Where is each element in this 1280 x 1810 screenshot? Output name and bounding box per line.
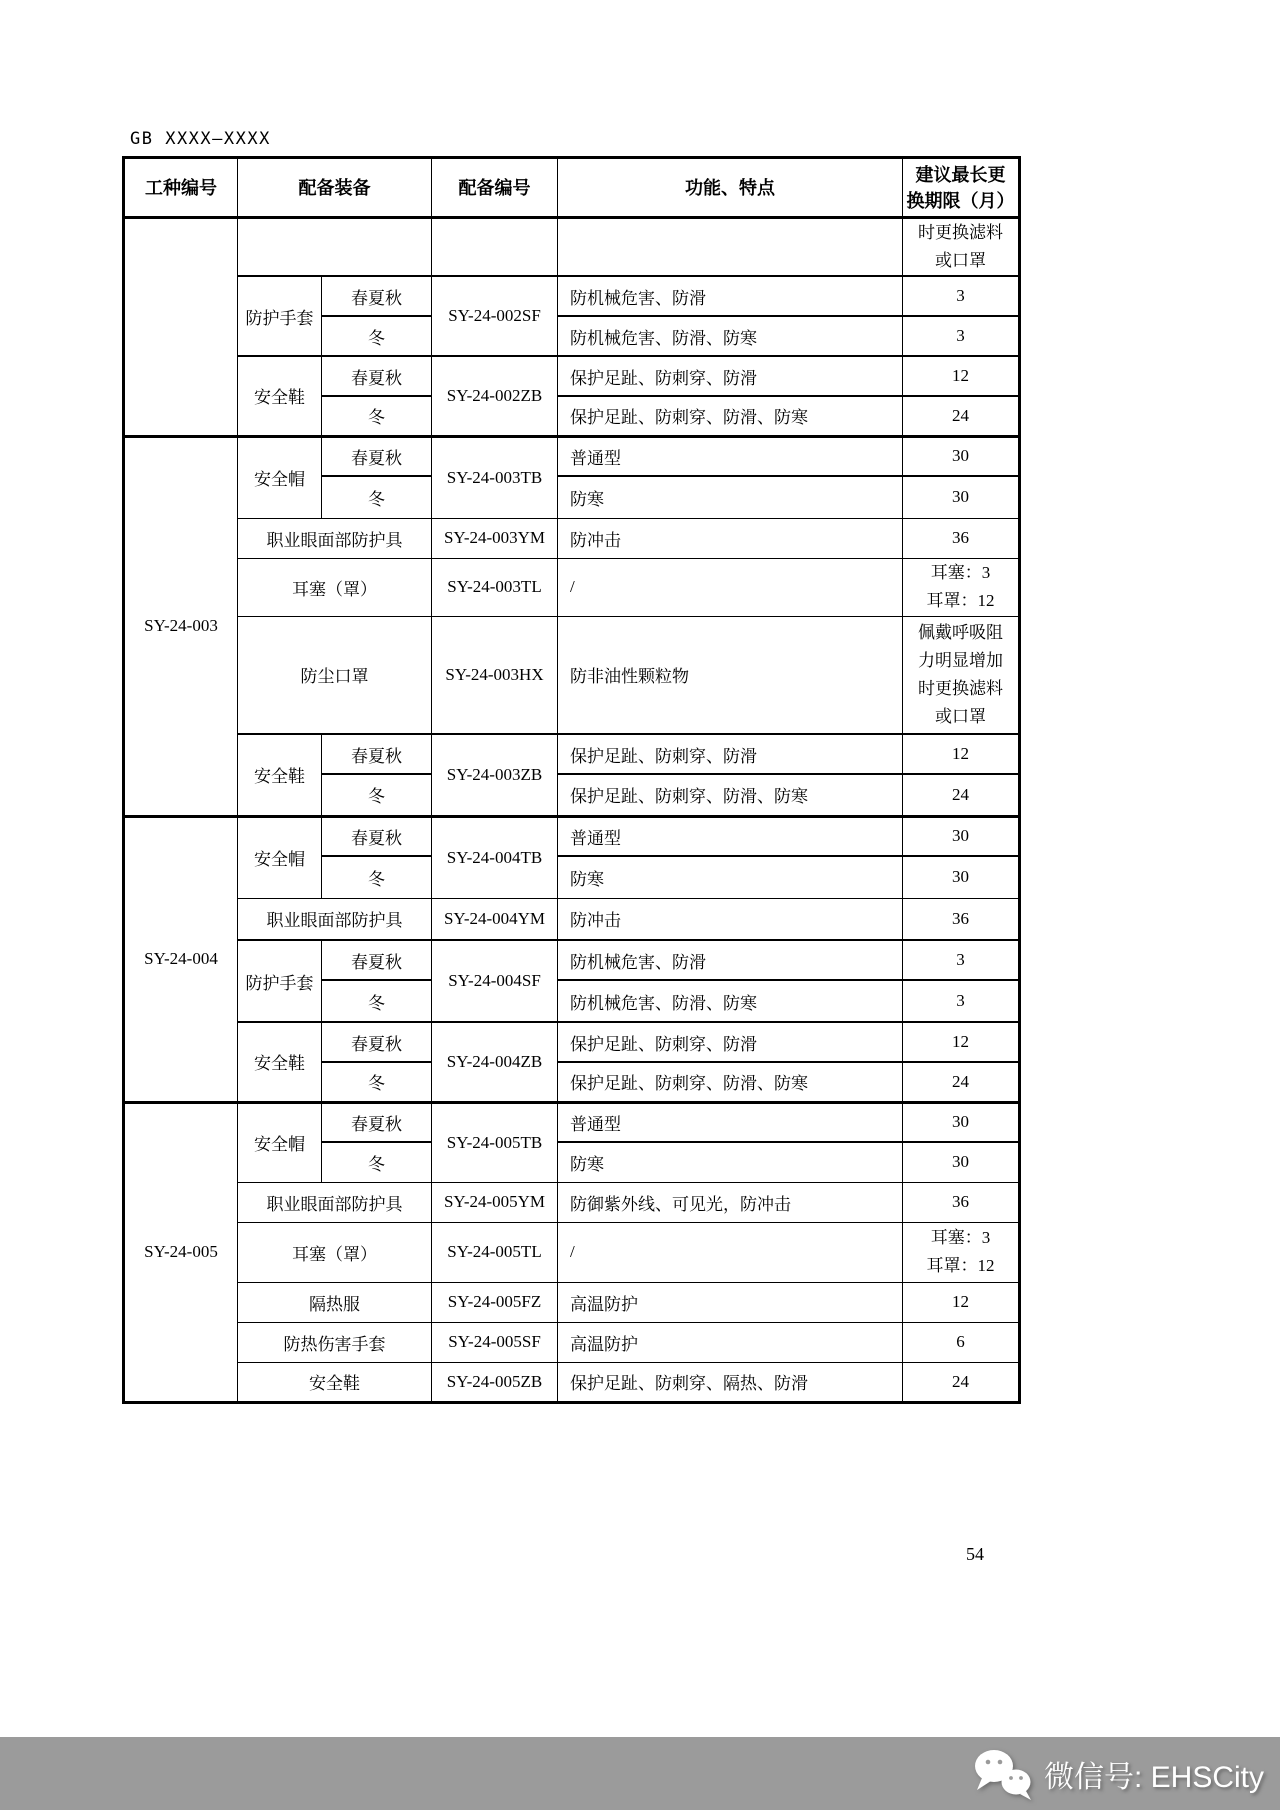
table-row	[124, 1222, 1020, 1282]
period-line: 耳罩：12	[926, 591, 995, 610]
function-cell: 普通型	[558, 1102, 903, 1142]
table-row	[124, 616, 1020, 734]
period-cell: 30	[903, 476, 1020, 518]
header-function: 功能、特点	[558, 158, 903, 218]
header-code: 配备编号	[432, 158, 558, 218]
period-cell: 24	[903, 1062, 1020, 1102]
table-header-row	[124, 158, 1020, 218]
code-cell: SY-24-003TL	[432, 558, 558, 616]
code-cell: SY-24-005YM	[432, 1182, 558, 1222]
equipment-cell: 安全鞋	[238, 1362, 432, 1402]
season-cell: 冬	[322, 1142, 432, 1182]
period-cell: 3	[903, 980, 1020, 1022]
season-cell: 冬	[322, 774, 432, 816]
header-equipment: 配备装备	[238, 158, 432, 218]
period-cell: 3	[903, 940, 1020, 980]
equipment-cell: 职业眼面部防护具	[238, 518, 432, 558]
function-cell: 高温防护	[558, 1282, 903, 1322]
code-cell: SY-24-003TB	[432, 436, 558, 518]
period-cell: 36	[903, 898, 1020, 940]
table-row	[124, 1102, 1020, 1142]
code-cell: SY-24-005TB	[432, 1102, 558, 1182]
code-cell: SY-24-003HX	[432, 616, 558, 734]
period-cell: 30	[903, 816, 1020, 856]
period-cell	[903, 1222, 1020, 1282]
season-cell: 春夏秋	[322, 816, 432, 856]
season-cell: 春夏秋	[322, 940, 432, 980]
season-cell: 冬	[322, 1062, 432, 1102]
function-cell: 保护足趾、防刺穿、防滑、防寒	[558, 1062, 903, 1102]
function-cell: /	[558, 558, 903, 616]
table-row	[124, 898, 1020, 940]
code-cell: SY-24-004ZB	[432, 1022, 558, 1102]
period-cell: 36	[903, 1182, 1020, 1222]
equipment-cell: 安全鞋	[238, 734, 322, 816]
function-cell: 保护足趾、防刺穿、隔热、防滑	[558, 1362, 903, 1402]
period-cell: 6	[903, 1322, 1020, 1362]
period-line: 力明显增加	[918, 650, 1003, 670]
period-cell: 12	[903, 1282, 1020, 1322]
job-code-cell: SY-24-005	[124, 1102, 238, 1402]
function-cell: /	[558, 1222, 903, 1282]
wechat-icon	[972, 1747, 1034, 1801]
table-row	[124, 940, 1020, 980]
table-row	[124, 734, 1020, 774]
code-cell: SY-24-005SF	[432, 1322, 558, 1362]
function-cell: 防御紫外线、可见光，防冲击	[558, 1182, 903, 1222]
code-cell: SY-24-003YM	[432, 518, 558, 558]
period-cell: 24	[903, 1362, 1020, 1402]
equipment-cell	[238, 218, 432, 277]
season-cell: 春夏秋	[322, 734, 432, 774]
period-cell	[903, 218, 1020, 277]
season-cell: 春夏秋	[322, 1102, 432, 1142]
equipment-cell: 安全帽	[238, 816, 322, 898]
period-cell	[903, 616, 1020, 734]
function-cell: 保护足趾、防刺穿、防滑、防寒	[558, 396, 903, 436]
function-cell: 防机械危害、防滑、防寒	[558, 316, 903, 356]
season-cell: 春夏秋	[322, 436, 432, 476]
header-period-line2: 换期限（月）	[906, 190, 1015, 211]
equipment-cell: 防护手套	[238, 940, 322, 1022]
table-row	[124, 218, 1020, 277]
equipment-cell: 职业眼面部防护具	[238, 1182, 432, 1222]
table-row	[124, 816, 1020, 856]
season-cell: 冬	[322, 980, 432, 1022]
table-row	[124, 276, 1020, 316]
equipment-cell: 防护手套	[238, 276, 322, 356]
code-cell: SY-24-004SF	[432, 940, 558, 1022]
function-cell: 保护足趾、防刺穿、防滑	[558, 734, 903, 774]
period-cell: 30	[903, 1142, 1020, 1182]
code-cell: SY-24-004TB	[432, 816, 558, 898]
function-cell: 保护足趾、防刺穿、防滑、防寒	[558, 774, 903, 816]
table-row	[124, 558, 1020, 616]
period-line: 或口罩	[935, 706, 986, 726]
code-cell: SY-24-005ZB	[432, 1362, 558, 1402]
job-code-cell: SY-24-003	[124, 436, 238, 816]
function-cell	[558, 218, 903, 277]
equipment-cell: 安全鞋	[238, 1022, 322, 1102]
equipment-cell: 安全帽	[238, 436, 322, 518]
code-cell: SY-24-003ZB	[432, 734, 558, 816]
season-cell: 冬	[322, 856, 432, 898]
period-line: 耳罩：12	[926, 1256, 995, 1275]
job-code-cell	[124, 218, 238, 437]
function-cell: 防机械危害、防滑	[558, 940, 903, 980]
doc-code: GB XXXX—XXXX	[130, 129, 271, 149]
period-cell: 3	[903, 316, 1020, 356]
table-row	[124, 1182, 1020, 1222]
wechat-label: 微信号: EHSCity	[1043, 1760, 1264, 1794]
header-job-code: 工种编号	[124, 158, 238, 218]
function-cell: 防寒	[558, 1142, 903, 1182]
period-line: 时更换滤料	[918, 678, 1003, 698]
code-cell: SY-24-002SF	[432, 276, 558, 356]
function-cell: 防寒	[558, 476, 903, 518]
table-row	[124, 518, 1020, 558]
code-cell	[432, 218, 558, 277]
page-number: 54	[966, 1544, 984, 1564]
period-line: 耳塞：3	[930, 1228, 991, 1247]
ppe-table	[122, 156, 1021, 1404]
period-line: 佩戴呼吸阻	[918, 622, 1003, 642]
table-row	[124, 1322, 1020, 1362]
period-cell: 3	[903, 276, 1020, 316]
function-cell: 防机械危害、防滑、防寒	[558, 980, 903, 1022]
code-cell: SY-24-002ZB	[432, 356, 558, 436]
function-cell: 普通型	[558, 816, 903, 856]
season-cell: 冬	[322, 316, 432, 356]
equipment-cell: 防尘口罩	[238, 616, 432, 734]
season-cell: 冬	[322, 396, 432, 436]
season-cell: 冬	[322, 476, 432, 518]
period-cell: 12	[903, 356, 1020, 396]
period-cell	[903, 558, 1020, 616]
period-cell: 24	[903, 774, 1020, 816]
equipment-cell: 耳塞（罩）	[238, 1222, 432, 1282]
period-line: 耳塞：3	[930, 563, 991, 582]
function-cell: 防机械危害、防滑	[558, 276, 903, 316]
table-row	[124, 1362, 1020, 1402]
equipment-cell: 防热伤害手套	[238, 1322, 432, 1362]
function-cell: 防冲击	[558, 898, 903, 940]
equipment-cell: 隔热服	[238, 1282, 432, 1322]
season-cell: 春夏秋	[322, 356, 432, 396]
period-cell: 12	[903, 1022, 1020, 1062]
function-cell: 高温防护	[558, 1322, 903, 1362]
table-row	[124, 1282, 1020, 1322]
function-cell: 防非油性颗粒物	[558, 616, 903, 734]
period-cell: 30	[903, 436, 1020, 476]
function-cell: 防寒	[558, 856, 903, 898]
season-cell: 春夏秋	[322, 1022, 432, 1062]
function-cell: 防冲击	[558, 518, 903, 558]
equipment-cell: 耳塞（罩）	[238, 558, 432, 616]
function-cell: 保护足趾、防刺穿、防滑	[558, 356, 903, 396]
equipment-cell: 安全帽	[238, 1102, 322, 1182]
equipment-cell: 安全鞋	[238, 356, 322, 436]
period-cell: 12	[903, 734, 1020, 774]
header-period-line1: 建议最长更	[915, 164, 1006, 185]
code-cell: SY-24-005TL	[432, 1222, 558, 1282]
footer-bar	[0, 1737, 1280, 1810]
table-row	[124, 356, 1020, 396]
function-cell: 保护足趾、防刺穿、防滑	[558, 1022, 903, 1062]
equipment-cell: 职业眼面部防护具	[238, 898, 432, 940]
period-cell: 30	[903, 1102, 1020, 1142]
period-cell: 36	[903, 518, 1020, 558]
period-cell: 24	[903, 396, 1020, 436]
table-row	[124, 436, 1020, 476]
header-period	[903, 158, 1020, 218]
period-line: 或口罩	[935, 251, 986, 270]
job-code-cell: SY-24-004	[124, 816, 238, 1102]
code-cell: SY-24-004YM	[432, 898, 558, 940]
period-cell: 30	[903, 856, 1020, 898]
function-cell: 普通型	[558, 436, 903, 476]
code-cell: SY-24-005FZ	[432, 1282, 558, 1322]
season-cell: 春夏秋	[322, 276, 432, 316]
period-line: 时更换滤料	[918, 223, 1003, 242]
table-row	[124, 1022, 1020, 1062]
